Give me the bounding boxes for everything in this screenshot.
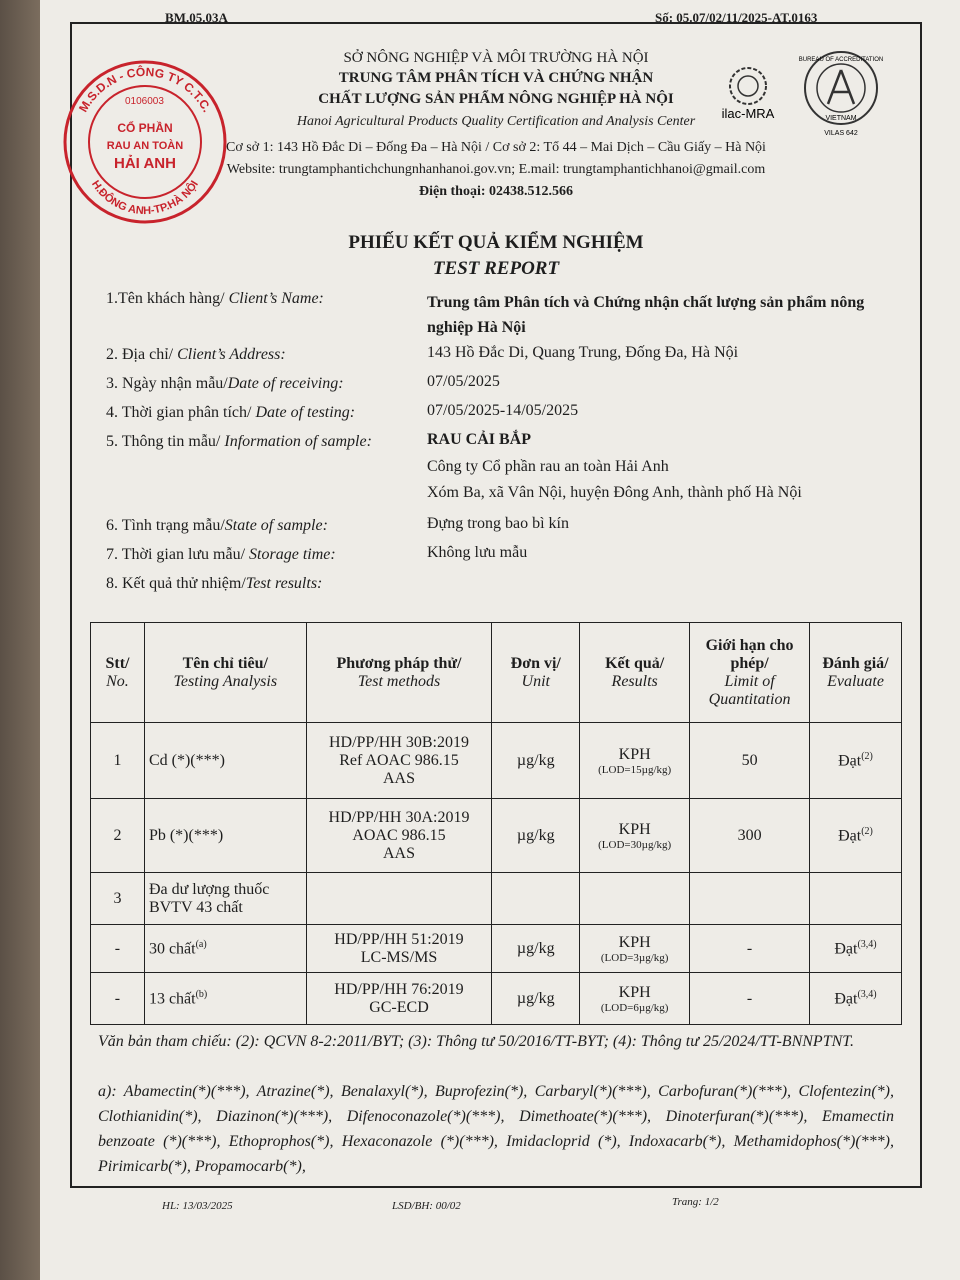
cell-method: HD/PP/HH 30B:2019 Ref AOAC 986.15 AAS	[306, 723, 492, 799]
field-date-testing-value: 07/05/2025-14/05/2025	[427, 402, 579, 419]
footer-lsd: LSD/BH: 00/02	[392, 1200, 461, 1212]
cell-limit: 300	[690, 799, 810, 873]
cell-unit: µg/kg	[492, 973, 580, 1025]
field-sample-address-value: Xóm Ba, xã Vân Nội, huyện Đông Anh, thành phố Hà Nội	[427, 484, 802, 501]
bureau-accreditation-logo	[796, 48, 886, 138]
cell-unit: µg/kg	[492, 799, 580, 873]
footer-page: Trang: 1/2	[672, 1196, 719, 1208]
report-title-vi: PHIẾU KẾT QUẢ KIỂM NGHIỆM	[348, 232, 644, 253]
stamp-ring-text: M.S.D.N - CÔNG TY C.T.C.	[75, 64, 215, 115]
cell-evaluate: Đạt$^{(3,4)}$	[810, 925, 902, 973]
field-client-name-label: 1.Tên khách hàng/ Client’s Name:	[106, 290, 324, 307]
cell-unit: µg/kg	[492, 925, 580, 973]
header-department: SỞ NÔNG NGHIỆP VÀ MÔI TRƯỜNG HÀ NỘI	[343, 50, 649, 66]
cell-result: KPH (LOD=6µg/kg)	[580, 973, 690, 1025]
header-website-email: Website: trungtamphantichchungnhanhanoi.gov.vn; E.mail: trungtamphantichhanoi@gmail.com	[226, 162, 766, 177]
field-sample-company-value: Công ty Cổ phần rau an toàn Hải Anh	[427, 458, 669, 475]
table-row	[91, 973, 902, 1025]
col-header-method: Phương pháp thử/ Test methods	[306, 623, 492, 723]
stamp-bottom-text: H.ĐÔNG ANH-TP.HÀ NỘI	[89, 178, 201, 218]
company-stamp	[55, 52, 235, 232]
field-client-address-value: 143 Hồ Đắc Di, Quang Trung, Đống Đa, Hà Nội	[427, 344, 739, 361]
boa-logo-text: BUREAU OF ACCREDITATION	[798, 57, 884, 63]
ilac-mra-logo	[708, 64, 788, 124]
field-sample-info-label: 5. Thông tin mẫu/ Information of sample:	[106, 433, 372, 450]
results-table	[90, 622, 902, 1025]
substance-list-a: a): Abamectin(*)(***), Atrazine(*), Benalaxyl(*), Buprofezin(*), Carbaryl(*)(***), Carbofuran(*)(***), Clofentezin(*), Clothianidin(*), Diazinon(*)(***), Difenoconazole(*)(***), Dimethoate(*)(***), Dinoterfuran(*)(***), Emamectin benzoate (*)(***), Ethoprophos(*), Hexaconazole (*)(***), Imidacloprid (*), Indoxacarb(*), Methamidophos(*)(***), Pirimicarb(*), Propamocarb(*),	[98, 1083, 894, 1175]
cell-no: 1	[91, 723, 145, 799]
reference-note: Văn bản tham chiếu: (2): QCVN 8-2:2011/BYT; (3): Thông tư 50/2016/TT-BYT; (4): Thông tư 25/2024/TT-BNNPTNT.	[98, 1033, 854, 1050]
field-client-name-value: Trung tâm Phân tích và Chứng nhận chất lượng sản phẩm nông nghiệp Hà Nội	[427, 294, 865, 336]
cell-analysis: 30 chất$^{(a)}$	[144, 925, 306, 973]
desk-background	[0, 0, 40, 1280]
stamp-line2: RAU AN TOÀN	[106, 140, 184, 152]
cell-analysis: Đa dư lượng thuốc BVTV 43 chất	[144, 873, 306, 925]
stamp-line1: CỔ PHẦN	[117, 121, 173, 135]
col-header-unit: Đơn vị/ Unit	[492, 623, 580, 723]
vilas-text: VILAS 642	[824, 130, 858, 137]
col-header-evaluate: Đánh giá/ Evaluate	[810, 623, 902, 723]
cell-result: KPH (LOD=30µg/kg)	[580, 799, 690, 873]
cell-method: HD/PP/HH 30A:2019 AOAC 986.15 AAS	[306, 799, 492, 873]
cell-evaluate: Đạt$^{(2)}$	[810, 799, 902, 873]
table-header-row	[91, 623, 902, 723]
field-state-value: Đựng trong bao bì kín	[427, 515, 569, 532]
col-header-limit: Giới hạn cho phép/ Limit of Quantitation	[690, 623, 810, 723]
form-code: BM.05.03A	[165, 10, 228, 25]
header-phone: Điện thoại: 02438.512.566	[419, 184, 573, 199]
ilac-logo-text: ilac-MRA	[721, 106, 775, 121]
table-row	[91, 925, 902, 973]
table-row	[91, 799, 902, 873]
cell-method: HD/PP/HH 76:2019 GC-ECD	[306, 973, 492, 1025]
cell-evaluate	[810, 873, 902, 925]
cell-result: KPH (LOD=3µg/kg)	[580, 925, 690, 973]
cell-unit	[492, 873, 580, 925]
document-number: Số: 05.07/02/11/2025-AT.0163	[655, 10, 818, 25]
cell-limit: -	[690, 925, 810, 973]
col-header-result: Kết quả/ Results	[580, 623, 690, 723]
field-date-receiving-value: 07/05/2025	[427, 373, 500, 390]
col-header-analysis: Tên chỉ tiêu/ Testing Analysis	[144, 623, 306, 723]
field-test-results-label: 8. Kết quả thử nhiệm/Test results:	[106, 575, 323, 592]
cell-unit: µg/kg	[492, 723, 580, 799]
table-row	[91, 873, 902, 925]
footer-hl: HL: 13/03/2025	[162, 1200, 233, 1212]
cell-limit: 50	[690, 723, 810, 799]
field-date-receiving-label: 3. Ngày nhận mẫu/Date of receiving:	[106, 375, 344, 392]
col-header-no: Stt/ No.	[91, 623, 145, 723]
header-center-line1: TRUNG TÂM PHÂN TÍCH VÀ CHỨNG NHẬN	[338, 70, 654, 86]
stamp-line3: HẢI ANH	[114, 155, 176, 172]
field-storage-label: 7. Thời gian lưu mẫu/ Storage time:	[106, 546, 336, 563]
cell-no: -	[91, 973, 145, 1025]
cell-evaluate: Đạt$^{(3,4)}$	[810, 973, 902, 1025]
field-sample-name-value: RAU CẢI BẮP	[427, 431, 531, 448]
field-client-address-label: 2. Địa chỉ/ Client’s Address:	[106, 346, 286, 363]
cell-analysis: 13 chất$^{(b)}$	[144, 973, 306, 1025]
stamp-code: 0106003	[125, 96, 164, 107]
cell-result: KPH (LOD=15µg/kg)	[580, 723, 690, 799]
field-date-testing-label: 4. Thời gian phân tích/ Date of testing:	[106, 404, 356, 421]
cell-limit	[690, 873, 810, 925]
cell-analysis: Cd (*)(***)	[144, 723, 306, 799]
cell-no: -	[91, 925, 145, 973]
table-row	[91, 723, 902, 799]
cell-no: 3	[91, 873, 145, 925]
cell-analysis: Pb (*)(***)	[144, 799, 306, 873]
cell-limit: -	[690, 973, 810, 1025]
report-title-en: TEST REPORT	[432, 258, 560, 279]
header-center-english: Hanoi Agricultural Products Quality Certification and Analysis Center	[296, 114, 696, 129]
field-storage-value: Không lưu mẫu	[427, 544, 528, 561]
cell-evaluate: Đạt$^{(2)}$	[810, 723, 902, 799]
header-center-line2: CHẤT LƯỢNG SẢN PHẨM NÔNG NGHIỆP HÀ NỘI	[318, 91, 674, 107]
cell-no: 2	[91, 799, 145, 873]
cell-method: HD/PP/HH 51:2019 LC-MS/MS	[306, 925, 492, 973]
field-state-label: 6. Tình trạng mẫu/State of sample:	[106, 517, 328, 534]
boa-country-text: VIETNAM	[825, 115, 857, 122]
cell-result	[580, 873, 690, 925]
header-address: Cơ sở 1: 143 Hồ Đắc Di – Đống Đa – Hà Nội / Cơ sở 2: Tổ 44 – Mai Dịch – Cầu Giấy – Hà Nội	[226, 140, 766, 155]
cell-method	[306, 873, 492, 925]
